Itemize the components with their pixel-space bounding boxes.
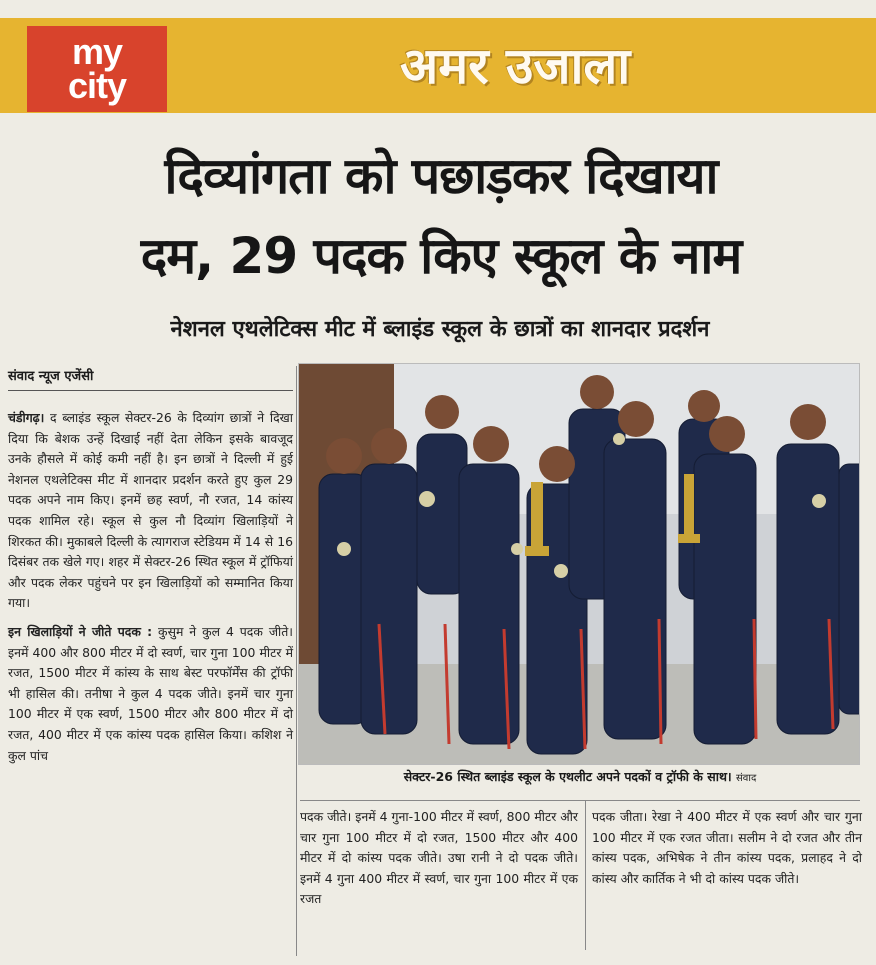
article-column-3 (592, 807, 862, 889)
newspaper-masthead: अमर उजाला (400, 37, 631, 95)
sub-headline: नेशनल एथलेटिक्स मीट में ब्लाइंड स्कूल के छात्रों का शानदार प्रदर्शन (170, 317, 710, 342)
team-photo (298, 363, 860, 765)
article-column-2 (300, 807, 578, 910)
team-photo-illustration (299, 364, 859, 764)
paragraph-1 (8, 408, 293, 614)
photo-caption (300, 764, 860, 801)
brand-line-city: city (67, 65, 127, 106)
byline: संवाद न्यूज एजेंसी (8, 366, 293, 391)
mycity-logo (27, 26, 167, 112)
paragraph-2-lead: इन खिलाड़ियों ने जीते पदक : (8, 623, 153, 639)
column-divider-2 (585, 800, 586, 950)
column-divider-1 (296, 366, 297, 956)
brand-line-my: my (71, 31, 123, 72)
caption-text: सेक्टर-26 स्थित ब्लाइंड स्कूल के एथलीट अपने पदकों व ट्रॉफी के साथ। (403, 769, 732, 784)
column-3-text: पदक जीता। रेखा ने 400 मीटर में एक स्वर्ण और चार गुना 100 मीटर में एक रजत जीता। सलीम ने दो रजत और तीन कांस्य पदक, अभिषेक ने तीन कांस्य पदक, प्रलाहद ने दो कांस्य और कार्तिक ने भी दो कांस्य पदक जीते। (592, 809, 862, 886)
headline-line-2: दम, 29 पदक किए स्कूल के नाम (140, 227, 742, 285)
paragraph-2 (8, 622, 293, 766)
photo-credit: संवाद (736, 773, 757, 784)
headline-line-1: दिव्यांगता को पछाड़कर दिखाया (164, 147, 718, 205)
article-column-1 (8, 408, 293, 766)
dateline: चंडीगढ़। (8, 410, 45, 425)
paragraph-2-text: कुसुम ने कुल 4 पदक जीते। इनमें 400 और 800 मीटर में दो स्वर्ण, चार गुना 100 मीटर में रजत, 1500 मीटर में कांस्य के साथ बेस्ट परफॉर्मेंस की ट्रॉफी भी हासिल की। तनीषा ने कुल 4 पदक जीते। इनमें चार गुना 100 मीटर में एक स्वर्ण, 1500 मीटर और 800 मीटर में दो रजत, 400 मीटर में एक कांस्य पदक हासिल किया। कशिश ने कुल पांच (8, 623, 293, 763)
paragraph-1-text: द ब्लाइंड स्कूल सेक्टर-26 के दिव्यांग छात्रों ने दिखा दिया कि बेशक उन्हें दिखाई नहीं देता लेकिन इसके बावजूद उनके हौसले में कोई कमी नहीं है। इन छात्रों ने दिल्ली में हुई नेशनल एथलेटिक्स मीट में शानदार प्रदर्शन करते हुए कुल 29 पदक अपने नाम किए। इनमें छह स्वर्ण, नौ रजत, 14 कांस्य पदक शामिल रहे। स्कूल से कुल नौ दिव्यांग खिलाड़ियों ने शिरकत की। मुकाबले दिल्ली के त्यागराज स्टेडियम में 14 से 16 दिसंबर तक खेले गए। शहर में सेक्टर-26 स्थित स्कूल में ट्रॉफियां और पदक लेकर पहुंचने पर इन खिलाड़ियों को सम्मानित किया गया। (8, 410, 293, 611)
column-2-text: पदक जीते। इनमें 4 गुना-100 मीटर में स्वर्ण, 800 मीटर और चार गुना 100 मीटर में दो रजत, 1500 मीटर और 400 मीटर में दो कांस्य पदक जीते। उषा रानी ने दो पदक जीते। इनमें 4 गुना 400 मीटर में स्वर्ण, चार गुना 100 मीटर में एक रजत (300, 809, 578, 907)
